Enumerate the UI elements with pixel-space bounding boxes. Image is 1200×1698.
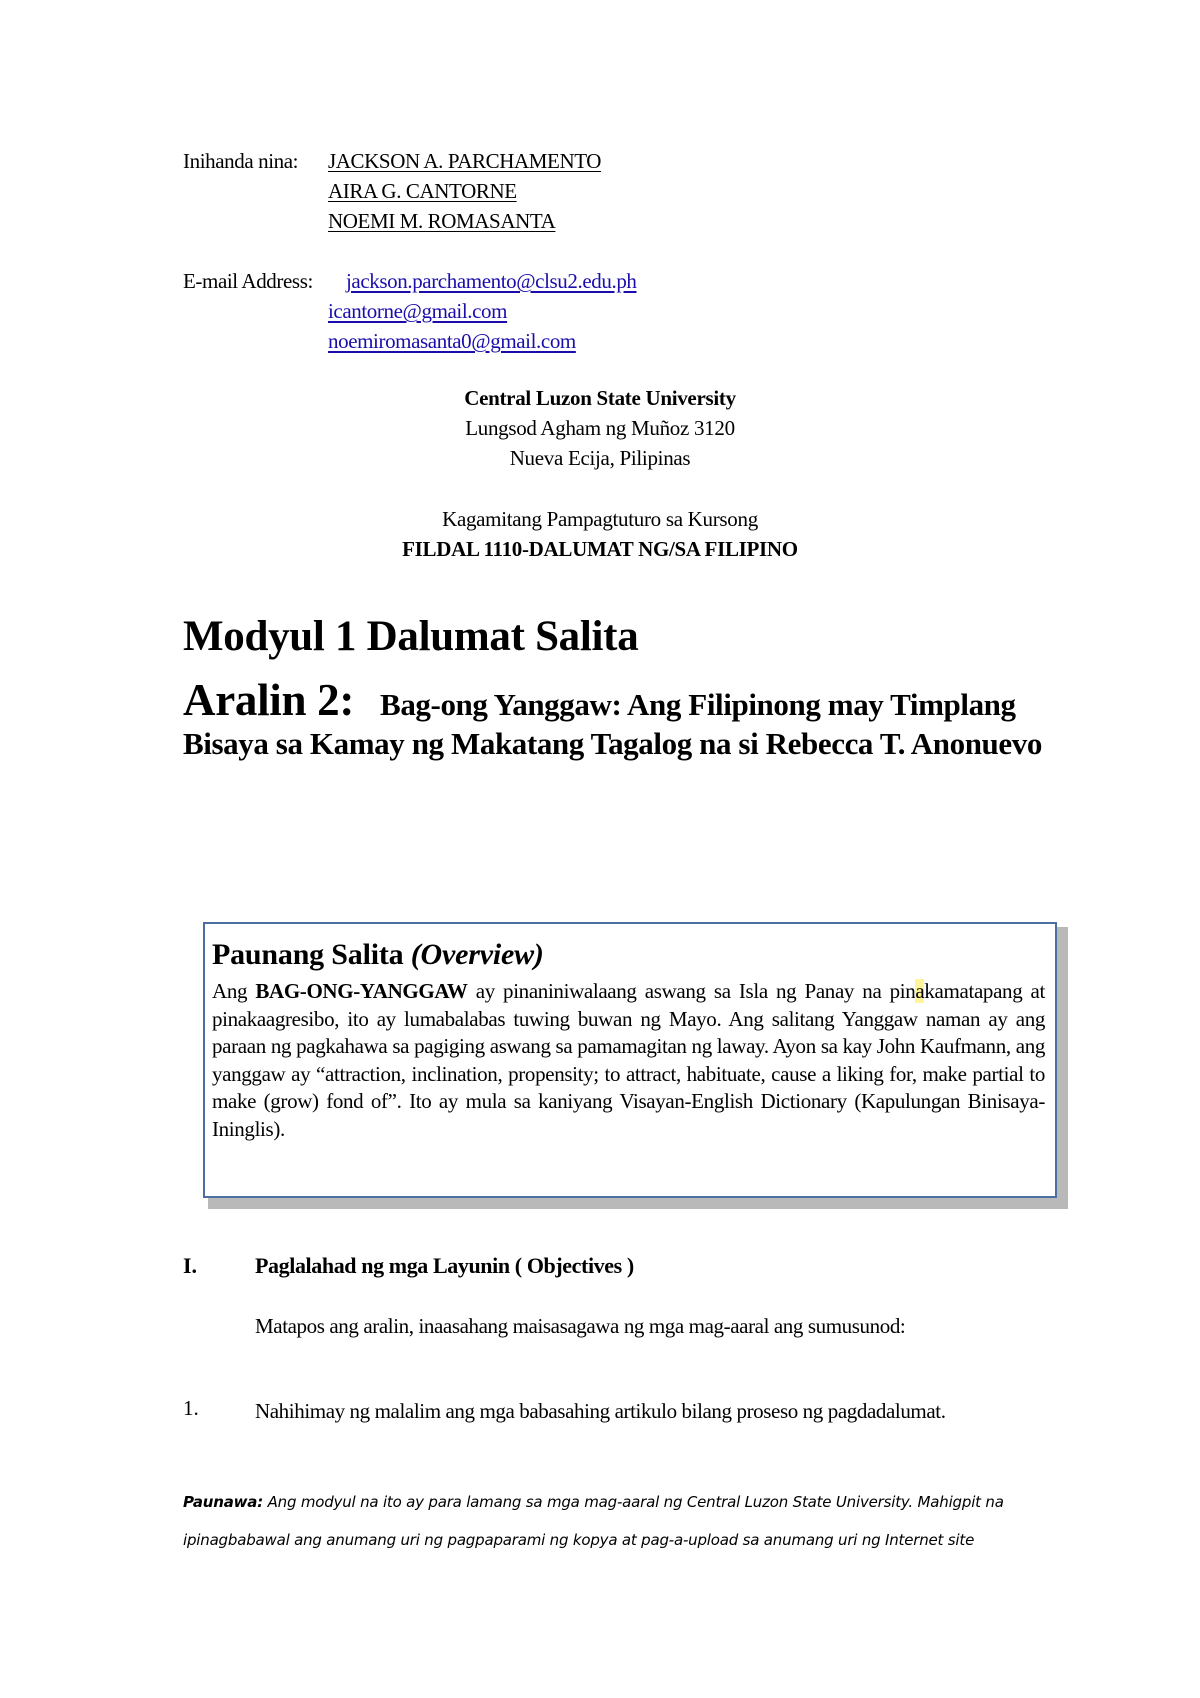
overview-body-start: Ang bbox=[212, 979, 248, 1003]
section-intro-text: Matapos ang aralin, inaasahang maisasagawa ng mga mag-aaral ang sumusunod: bbox=[255, 1314, 906, 1338]
email-link[interactable]: noemiromasanta0@gmail.com bbox=[328, 329, 576, 353]
objective-number: 1. bbox=[183, 1396, 199, 1420]
course-name: FILDAL 1110-DALUMAT NG/SA FILIPINO bbox=[402, 537, 798, 561]
overview-box bbox=[203, 922, 1057, 1198]
lesson-heading bbox=[183, 674, 1043, 762]
author-name: AIRA G. CANTORNE bbox=[328, 179, 517, 203]
email-link[interactable]: jackson.parchamento@clsu2.edu.ph bbox=[346, 269, 637, 293]
overview-title bbox=[212, 938, 1045, 972]
overview-body bbox=[212, 978, 1045, 1143]
institution-address-1: Lungsod Agham ng Muñoz 3120 bbox=[465, 416, 735, 440]
author-name: JACKSON A. PARCHAMENTO bbox=[328, 149, 602, 173]
section-title: Paglalahad ng mga Layunin ( Objectives ) bbox=[255, 1253, 634, 1278]
overview-highlight: a bbox=[915, 979, 925, 1003]
author-name: NOEMI M. ROMASANTA bbox=[328, 209, 556, 233]
section-intro bbox=[183, 1311, 983, 1341]
objective-text: Nahihimay ng malalim ang mga babasahing artikulo bilang proseso ng pagdadalumat. bbox=[255, 1399, 946, 1423]
email-label: E-mail Address: bbox=[183, 269, 313, 293]
overview-body-text: ay pinaniniwalaang aswang sa Isla ng Panay na pin bbox=[475, 979, 916, 1003]
section-number: I. bbox=[183, 1253, 198, 1278]
course-intro: Kagamitang Pampagtuturo sa Kursong bbox=[442, 507, 758, 531]
overview-title-en: (Overview) bbox=[410, 938, 544, 971]
institution-address-2: Nueva Ecija, Pilipinas bbox=[509, 446, 691, 470]
overview-body-text: kamatapang at pinakaagresibo, ito ay lumabalabas tuwing buwan ng Mayo. Ang salitang Yanggaw naman ay ang paraan ng pagkahawa sa pagiging aswang sa pamamagitan ng laway. Ayon sa kay John Kaufmann, ang yanggaw ay “attraction, inclination, propensity; to attract, habituate, cause a liking for, make partial to make (grow) fond of”. Ito ay mula sa kaniyang Visayan-English Dictionary (Kapulungan Binisaya-Ininglis). bbox=[212, 979, 1046, 1141]
notice-label: Paunawa: bbox=[183, 1493, 264, 1511]
prepared-by-label: Inihanda nina: bbox=[183, 149, 299, 173]
email-link[interactable]: icantorne@gmail.com bbox=[328, 299, 508, 323]
institution-name: Central Luzon State University bbox=[464, 386, 736, 410]
overview-term: BAG-ONG-YANGGAW bbox=[255, 979, 468, 1003]
lesson-title: Bag-ong Yanggaw: Ang Filipinong may Timplang Bisaya sa Kamay ng Makatang Tagalog na si Rebecca T. Anonuevo bbox=[183, 687, 1042, 761]
module-title: Modyul 1 Dalumat Salita bbox=[183, 613, 639, 660]
notice-text: Ang modyul na ito ay para lamang sa mga mag-aaral ng Central Luzon State University. Mahigpit na ipinagbabawal ang anumang uri ng pagpaparami ng kopya at pag-a-upload sa anumang uri ng Internet site bbox=[183, 1493, 1004, 1549]
notice bbox=[183, 1484, 1063, 1559]
overview-title-text: Paunang Salita bbox=[212, 938, 404, 971]
lesson-label: Aralin 2: bbox=[183, 675, 355, 725]
